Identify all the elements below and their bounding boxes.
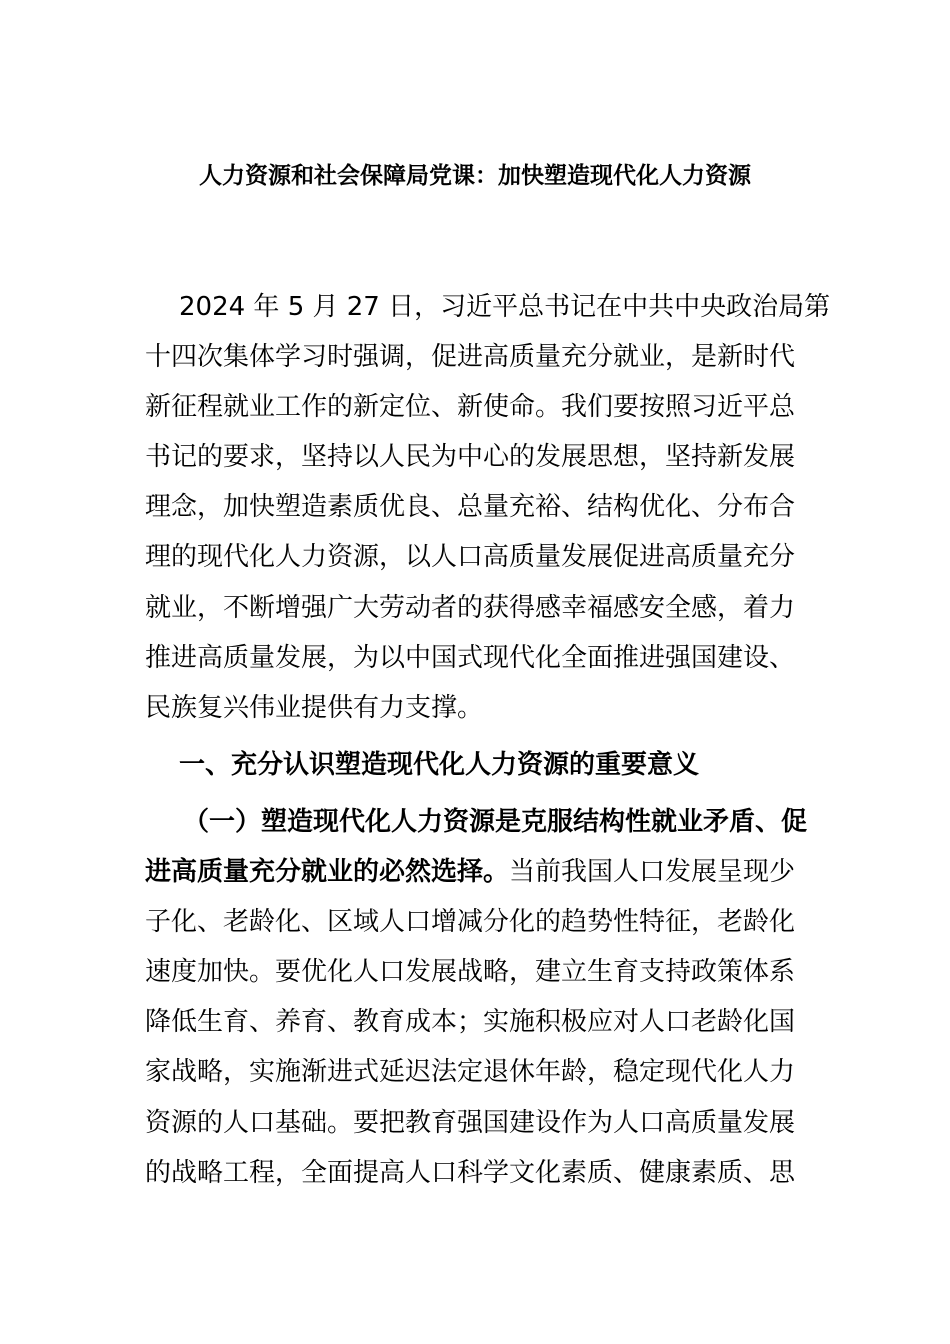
paragraph-gap [145, 733, 805, 740]
intro-line: 推进高质量发展，为以中国式现代化全面推进强国建设、 [145, 642, 796, 673]
subsection-line: 资源的人口基础。要把教育强国建设作为人口高质量发展 [145, 1107, 796, 1138]
intro-line: 理念，加快塑造素质优良、总量充裕、结构优化、分布合 [145, 492, 796, 523]
intro-line: 书记的要求，坚持以人民为中心的发展思想，坚持新发展 [145, 442, 796, 473]
subsection-line: 家战略，实施渐进式延迟法定退休年龄，稳定现代化人力 [145, 1057, 796, 1088]
paragraph-gap [145, 790, 805, 797]
intro-line: 新征程就业工作的新定位、新使命。我们要按照习近平总 [145, 392, 796, 423]
subsection-heading-line-1: （一）塑造现代化人力资源是克服结构性就业矛盾、促 [183, 806, 808, 837]
subsection-heading-line-2: 进高质量充分就业的必然选择。 [145, 857, 510, 888]
subsection-line: 速度加快。要优化人口发展战略，建立生育支持政策体系 [145, 957, 796, 988]
document-body [145, 282, 831, 1198]
intro-line: 2024 年 5 月 27 日，习近平总书记在中共中央政治局第 [179, 292, 831, 322]
subsection-line-2 [145, 847, 805, 897]
intro-line: 就业，不断增强广大劳动者的获得感幸福感安全感，着力 [145, 592, 796, 623]
section-heading: 一、充分认识塑造现代化人力资源的重要意义 [179, 749, 700, 780]
subsection-text: 当前我国人口发展呈现少 [509, 857, 796, 888]
subsection-line: 子化、老龄化、区域人口增减分化的趋势性特征，老龄化 [145, 907, 796, 938]
subsection-line: 的战略工程，全面提高人口科学文化素质、健康素质、思 [145, 1157, 796, 1188]
intro-line: 理的现代化人力资源，以人口高质量发展促进高质量充分 [145, 542, 796, 573]
intro-line: 十四次集体学习时强调，促进高质量充分就业，是新时代 [145, 342, 796, 373]
intro-line: 民族复兴伟业提供有力支撑。 [145, 692, 484, 723]
subsection-line: 降低生育、养育、教育成本；实施积极应对人口老龄化国 [145, 1007, 796, 1038]
document-title: 人力资源和社会保障局党课：加快塑造现代化人力资源 [199, 163, 751, 189]
